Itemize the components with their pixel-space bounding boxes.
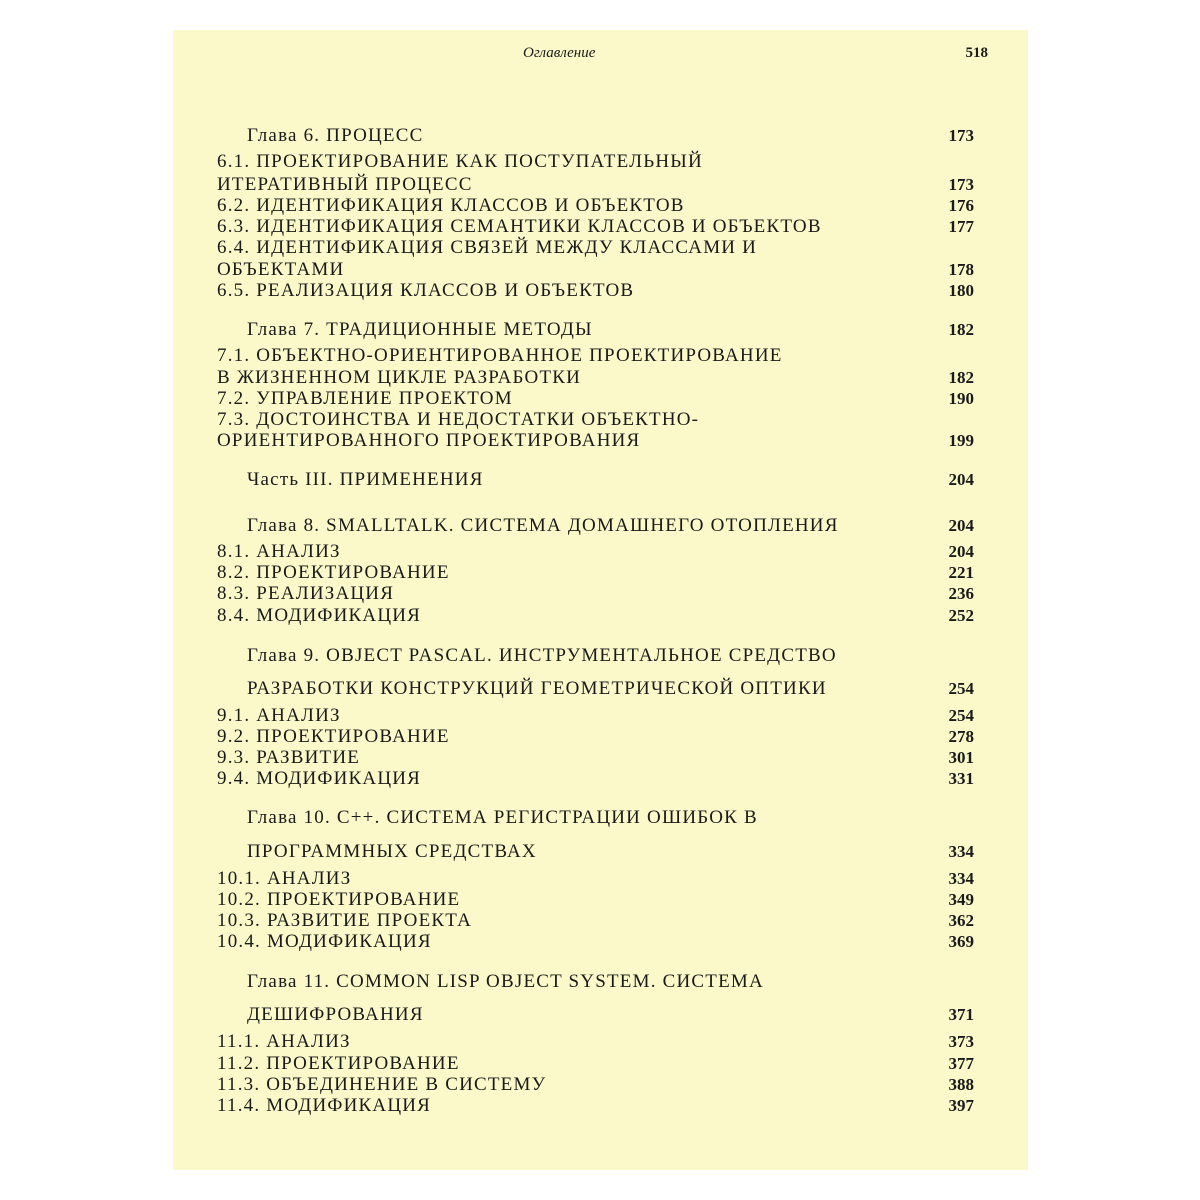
toc-entry [217,409,974,431]
toc-entry-page: 334 [948,842,974,861]
toc-entry [217,125,974,147]
toc-entry-title: 9.1. АНАЛИЗ [217,705,341,726]
toc-entry [217,430,974,452]
toc-entry [217,583,974,605]
toc-entry-title: 10.1. АНАЛИЗ [217,868,352,889]
toc-entry-title: ИТЕРАТИВНЫЙ ПРОЦЕСС [217,174,473,195]
toc-entry [217,237,974,259]
toc-entry [217,469,974,491]
toc-entry-page: 371 [948,1005,974,1024]
toc-entry [217,562,974,584]
toc-entry [217,747,974,769]
toc-entry [217,319,974,341]
toc-entry-page: 331 [948,769,974,788]
toc-entry [217,605,974,627]
toc-entry-page: 254 [948,706,974,725]
toc-entry-page: 177 [948,217,974,236]
toc-entry-title: 6.4. ИДЕНТИФИКАЦИЯ СВЯЗЕЙ МЕЖДУ КЛАССАМИ И [217,237,758,258]
toc-entry-title: Глава 8. SMALLTALK. СИСТЕМА ДОМАШНЕГО ОТОПЛЕНИЯ [247,515,839,536]
toc-entry-title: Глава 6. ПРОЦЕСС [247,125,424,146]
toc-entry-title: Глава 10. C++. СИСТЕМА РЕГИСТРАЦИИ ОШИБОК В [247,807,758,828]
toc-entry-page: 388 [948,1075,974,1094]
toc-entry [217,726,974,748]
toc-entry-title: 11.3. ОБЪЕДИНЕНИЕ В СИСТЕМУ [217,1074,547,1095]
toc-entry [217,174,974,196]
toc-entry [217,931,974,953]
toc-entry [217,1053,974,1075]
toc-entry-title: 11.2. ПРОЕКТИРОВАНИЕ [217,1053,460,1074]
toc-entry-page: 204 [948,470,974,489]
toc-entry [217,388,974,410]
toc-entry [217,216,974,238]
toc-entry-page: 204 [948,542,974,561]
toc-entry [217,868,974,890]
toc-entry-page: 373 [948,1032,974,1051]
toc-entry-title: 7.2. УПРАВЛЕНИЕ ПРОЕКТОМ [217,388,513,409]
toc-entry-title: 11.1. АНАЛИЗ [217,1031,351,1052]
toc-entry-title: РАЗРАБОТКИ КОНСТРУКЦИЙ ГЕОМЕТРИЧЕСКОЙ ОПТИКИ [247,678,827,699]
toc-entry-page: 182 [948,368,974,387]
toc-entry-title: 9.2. ПРОЕКТИРОВАНИЕ [217,726,450,747]
toc-entry [217,541,974,563]
toc-entry-page: 204 [948,516,974,535]
toc-entry [217,1074,974,1096]
toc-entry [217,889,974,911]
toc-entry [217,367,974,389]
toc-entry-page: 180 [948,281,974,300]
toc-entry-page: 182 [948,320,974,339]
toc-entry-title: 10.4. МОДИФИКАЦИЯ [217,931,432,952]
toc-entry [217,910,974,932]
toc-entry [217,280,974,302]
toc-entry-page: 334 [948,869,974,888]
toc-entry-title: 10.2. ПРОЕКТИРОВАНИЕ [217,889,461,910]
toc-entry-title: 9.4. МОДИФИКАЦИЯ [217,768,422,789]
toc-entry [217,678,974,700]
toc-entry-title: Глава 11. COMMON LISP OBJECT SYSTEM. СИСТЕМА [247,971,764,992]
toc-entry-title: 8.1. АНАЛИЗ [217,541,341,562]
toc-entry-page: 190 [948,389,974,408]
toc-entry-title: 7.1. ОБЪЕКТНО-ОРИЕНТИРОВАННОЕ ПРОЕКТИРОВАНИЕ [217,345,783,366]
toc-entry-page: 252 [948,606,974,625]
toc-entry-page: 397 [948,1096,974,1115]
toc-entry [217,971,974,993]
toc-entry-title: ДЕШИФРОВАНИЯ [247,1004,424,1025]
toc-entry-title: 10.3. РАЗВИТИЕ ПРОЕКТА [217,910,473,931]
toc-entry-page: 254 [948,679,974,698]
toc-entry-title: 8.2. ПРОЕКТИРОВАНИЕ [217,562,450,583]
toc-entry-page: 178 [948,260,974,279]
toc-entry [217,645,974,667]
toc-entry-title: В ЖИЗНЕННОМ ЦИКЛЕ РАЗРАБОТКИ [217,367,582,388]
toc-entry [217,345,974,367]
toc-entry [217,841,974,863]
toc-entry-title: ПРОГРАММНЫХ СРЕДСТВАХ [247,841,537,862]
toc-entry-page: 173 [948,126,974,145]
toc-entry-page: 236 [948,584,974,603]
toc-entry-title: 8.4. МОДИФИКАЦИЯ [217,605,422,626]
toc-entry [217,515,974,537]
toc-entry-page: 369 [948,932,974,951]
toc-entry-page: 377 [948,1054,974,1073]
toc-entry-title: Глава 9. OBJECT PASCAL. ИНСТРУМЕНТАЛЬНОЕ СРЕДСТВО [247,645,837,666]
toc-entry-title: 6.5. РЕАЛИЗАЦИЯ КЛАССОВ И ОБЪЕКТОВ [217,280,635,301]
toc-entry [217,705,974,727]
toc-entry-page: 173 [948,175,974,194]
toc-entry-page: 362 [948,911,974,930]
toc-entry-title: Глава 7. ТРАДИЦИОННЫЕ МЕТОДЫ [247,319,593,340]
running-header-page-number: 518 [965,45,988,61]
book-page [173,30,1028,1170]
toc-entry-title: 6.2. ИДЕНТИФИКАЦИЯ КЛАССОВ И ОБЪЕКТОВ [217,195,685,216]
toc-entry [217,1004,974,1026]
toc-entry-title: 6.1. ПРОЕКТИРОВАНИЕ КАК ПОСТУПАТЕЛЬНЫЙ [217,151,703,172]
toc-entry-title: ОБЪЕКТАМИ [217,259,345,280]
toc-entry [217,1095,974,1117]
toc-entry-page: 349 [948,890,974,909]
toc-entry [217,768,974,790]
toc-entry [217,195,974,217]
toc-entry [217,151,974,173]
toc-entry-title: 9.3. РАЗВИТИЕ [217,747,361,768]
toc-entry-title: 11.4. МОДИФИКАЦИЯ [217,1095,432,1116]
toc-entry-title: 8.3. РЕАЛИЗАЦИЯ [217,583,395,604]
toc-entry-page: 221 [948,563,974,582]
toc-entry-page: 176 [948,196,974,215]
toc-entry-page: 278 [948,727,974,746]
toc-entry [217,1031,974,1053]
toc-entry-page: 199 [948,431,974,450]
toc-entry [217,807,974,829]
toc-entry-title: 6.3. ИДЕНТИФИКАЦИЯ СЕМАНТИКИ КЛАССОВ И ОБЪЕКТОВ [217,216,822,237]
toc-entry-title: ОРИЕНТИРОВАННОГО ПРОЕКТИРОВАНИЯ [217,430,641,451]
toc-entry-title: 7.3. ДОСТОИНСТВА И НЕДОСТАТКИ ОБЪЕКТНО- [217,409,700,430]
running-header-title: Оглавление [523,45,596,61]
toc-entry-page: 301 [948,748,974,767]
toc-entry [217,259,974,281]
toc-entry-title: Часть III. ПРИМЕНЕНИЯ [247,469,484,490]
